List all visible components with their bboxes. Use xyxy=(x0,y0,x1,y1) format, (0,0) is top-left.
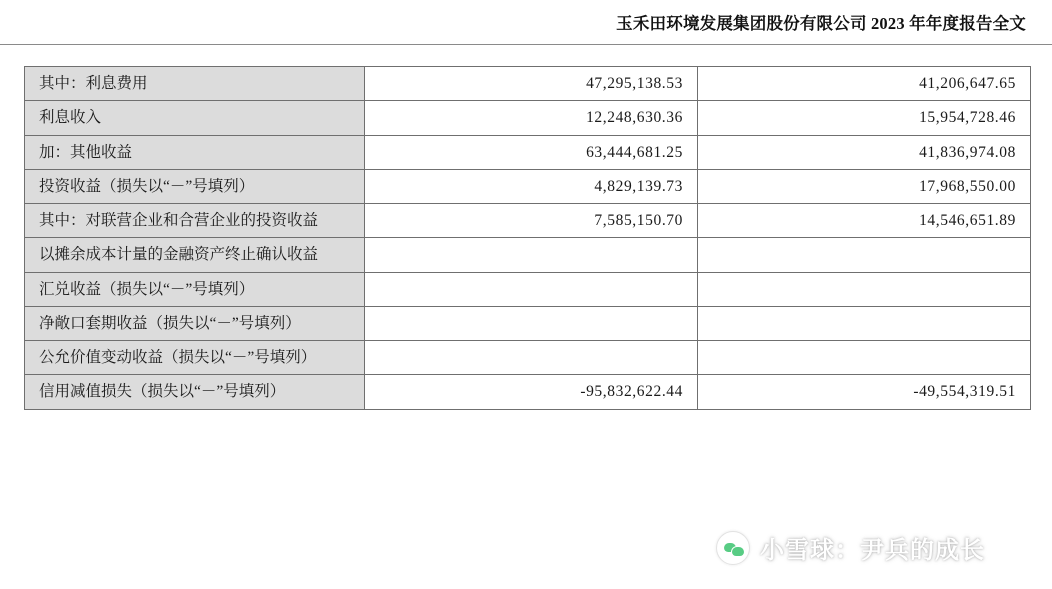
table-row xyxy=(25,101,1031,135)
table-row xyxy=(25,341,1031,375)
row-value-current xyxy=(365,306,698,340)
row-label: 公允价值变动收益（损失以“－”号填列） xyxy=(25,341,365,375)
row-value-current: 4,829,139.73 xyxy=(365,169,698,203)
table-row xyxy=(25,272,1031,306)
row-label: 加：其他收益 xyxy=(25,135,365,169)
table-row xyxy=(25,135,1031,169)
table-row xyxy=(25,67,1031,101)
row-value-previous: 17,968,550.00 xyxy=(698,169,1031,203)
row-label: 利息收入 xyxy=(25,101,365,135)
row-label: 其中：利息费用 xyxy=(25,67,365,101)
row-value-previous: 14,546,651.89 xyxy=(698,204,1031,238)
table-row xyxy=(25,306,1031,340)
wechat-logo-icon xyxy=(716,531,750,565)
table-row xyxy=(25,375,1031,409)
row-value-current: 47,295,138.53 xyxy=(365,67,698,101)
row-label: 汇兑收益（损失以“－”号填列） xyxy=(25,272,365,306)
row-value-current: 7,585,150.70 xyxy=(365,204,698,238)
row-label: 投资收益（损失以“－”号填列） xyxy=(25,169,365,203)
row-value-current xyxy=(365,272,698,306)
table-row xyxy=(25,204,1031,238)
row-value-current: 12,248,630.36 xyxy=(365,101,698,135)
row-value-current xyxy=(365,238,698,272)
row-label: 净敞口套期收益（损失以“－”号填列） xyxy=(25,306,365,340)
row-value-previous xyxy=(698,238,1031,272)
financial-table xyxy=(24,66,1031,410)
watermark xyxy=(716,530,985,565)
row-value-previous xyxy=(698,341,1031,375)
row-label: 其中：对联营企业和合营企业的投资收益 xyxy=(25,204,365,238)
row-value-previous: 41,206,647.65 xyxy=(698,67,1031,101)
financial-table-container xyxy=(24,66,1030,410)
row-value-previous: 15,954,728.46 xyxy=(698,101,1031,135)
row-value-previous: 41,836,974.08 xyxy=(698,135,1031,169)
header-divider xyxy=(0,44,1052,45)
row-value-current: -95,832,622.44 xyxy=(365,375,698,409)
row-value-previous xyxy=(698,272,1031,306)
row-label: 以摊余成本计量的金融资产终止确认收益 xyxy=(25,238,365,272)
watermark-text: 小雪球：尹兵的成长 xyxy=(760,537,985,564)
row-value-current xyxy=(365,341,698,375)
row-label: 信用减值损失（损失以“－”号填列） xyxy=(25,375,365,409)
row-value-current: 63,444,681.25 xyxy=(365,135,698,169)
table-row xyxy=(25,238,1031,272)
financial-table-body xyxy=(25,67,1031,410)
row-value-previous xyxy=(698,306,1031,340)
table-row xyxy=(25,169,1031,203)
page-header xyxy=(0,0,1052,44)
row-value-previous: -49,554,319.51 xyxy=(698,375,1031,409)
report-title: 玉禾田环境发展集团股份有限公司 2023 年年度报告全文 xyxy=(616,14,1026,33)
